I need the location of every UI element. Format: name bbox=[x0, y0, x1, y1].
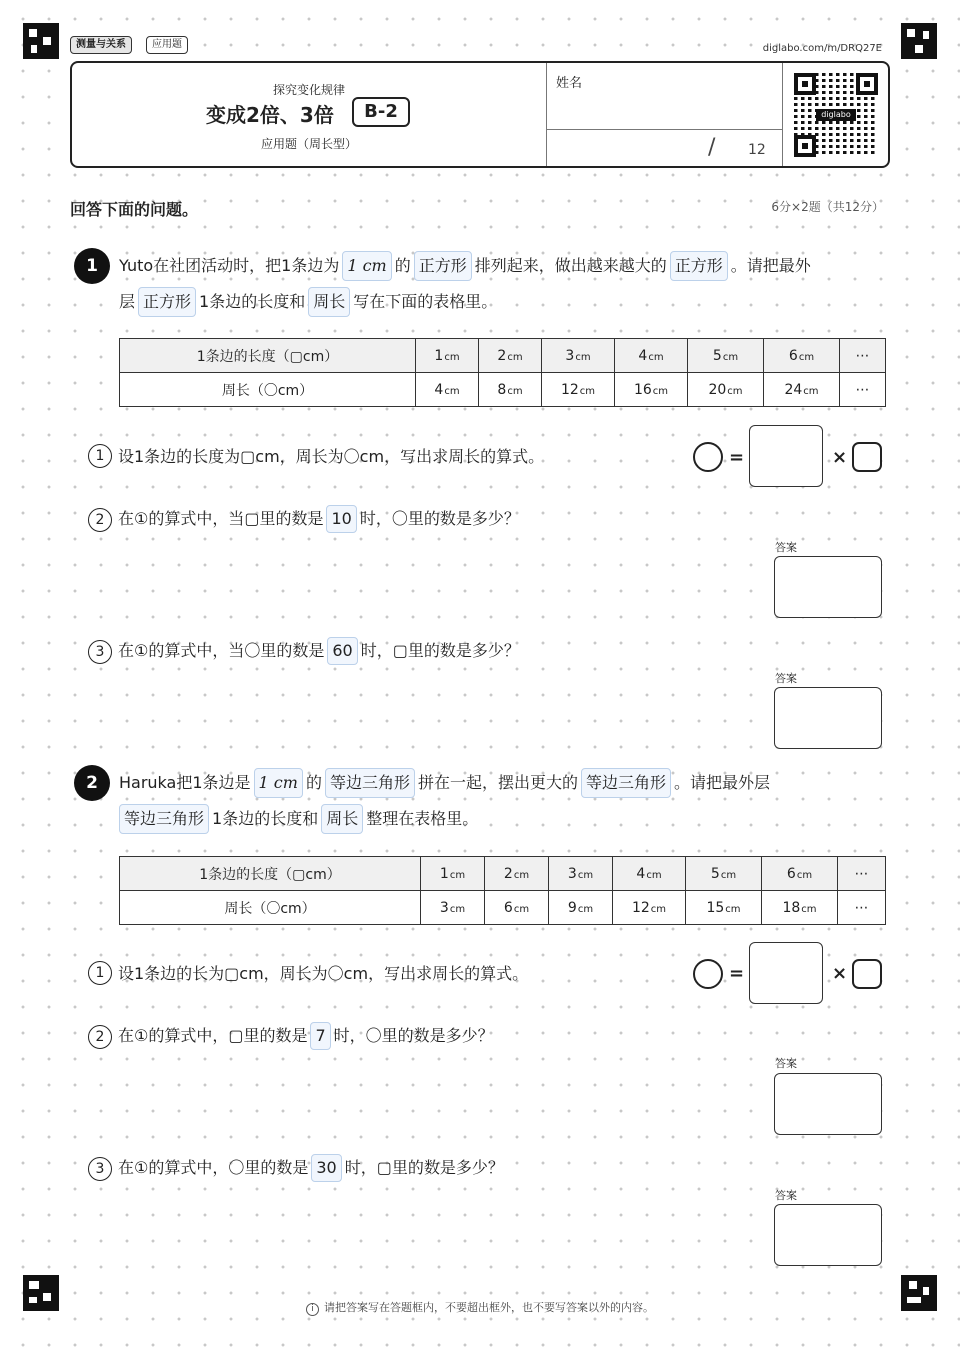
subquestion-1-1: 1 设1条边的长度为▢cm，周长为〇cm，写出求周长的算式。 bbox=[88, 444, 544, 468]
corner-marker-top-left bbox=[23, 23, 59, 59]
answer-box-2-3[interactable] bbox=[774, 1204, 882, 1266]
table-row-header: 1条边的长度（▢cm） bbox=[120, 857, 421, 891]
table-row-header: 周长（〇cm） bbox=[120, 891, 421, 925]
score-slash: / bbox=[708, 135, 716, 160]
formula-equals-1: = bbox=[729, 447, 745, 468]
corner-marker-top-right bbox=[901, 23, 937, 59]
formula-equals-2: = bbox=[729, 963, 745, 984]
table-row-header: 周长（〇cm） bbox=[120, 373, 416, 407]
instruction-heading: 回答下面的问题。 bbox=[70, 200, 199, 219]
category-tag-measurement: 测量与关系 bbox=[70, 36, 132, 54]
formula-circle-1 bbox=[693, 442, 723, 472]
table-row-header: 1条边的长度（▢cm） bbox=[120, 339, 416, 373]
points-info: 6分×2题（共12分） bbox=[771, 200, 884, 214]
answer-label: 答案 bbox=[775, 1189, 797, 1202]
data-table-2: 1条边的长度（▢cm） 1cm 2cm 3cm 4cm 5cm 6cm ⋯ 周长（〇cm） 3cm 6cm 9cm 12cm 15cm 18cm ⋯ bbox=[119, 856, 886, 925]
formula-square-2 bbox=[852, 959, 882, 989]
score-total: 12 bbox=[748, 142, 766, 158]
worksheet-header bbox=[70, 61, 890, 168]
subquestion-2-2: 2 在①的算式中，▢里的数是 7 时，〇里的数是多少？ bbox=[88, 1022, 494, 1050]
answer-label: 答案 bbox=[775, 1057, 797, 1070]
formula-answer-box-2[interactable] bbox=[749, 942, 823, 1004]
subquestion-2-3: 3 在①的算式中，〇里的数是 30 时，▢里的数是多少？ bbox=[88, 1154, 504, 1182]
question-1-text: Yuto在社团活动时，把1条边为 1 cm 的 正方形 排列起来，做出越来越大的 正方形 。请把最外 层 正方形 1条边的长度和 周长 写在下面的表格里。 bbox=[119, 248, 889, 320]
source-url: diglabo.com/m/DRQ27E bbox=[762, 43, 882, 54]
formula-circle-2 bbox=[693, 959, 723, 989]
answer-label: 答案 bbox=[775, 672, 797, 685]
page-title: 变成2倍、3倍 bbox=[206, 103, 334, 127]
answer-box-1-3[interactable] bbox=[774, 687, 882, 749]
formula-times-2: × bbox=[832, 963, 848, 984]
footer-note: i 请把答案写在答题框内，不要超出框外，也不要写答案以外的内容。 bbox=[0, 1299, 960, 1316]
subquestion-2-1: 1 设1条边的长为▢cm，周长为〇cm，写出求周长的算式。 bbox=[88, 961, 528, 985]
formula-answer-box-1[interactable] bbox=[749, 425, 823, 487]
question-2-text: Haruka把1条边是 1 cm 的 等边三角形 拼在一起，摆出更大的 等边三角形 。请把最外层 等边三角形 1条边的长度和 周长 整理在表格里。 bbox=[119, 765, 889, 837]
subquestion-1-3: 3 在①的算式中，当〇里的数是 60 时，▢里的数是多少？ bbox=[88, 637, 520, 665]
header-category: 探究变化规律 bbox=[272, 83, 345, 97]
answer-box-1-2[interactable] bbox=[774, 556, 882, 618]
qr-code bbox=[794, 73, 878, 157]
subquestion-1-2: 2 在①的算式中，当▢里的数是 10 时，〇里的数是多少？ bbox=[88, 505, 520, 533]
category-tag-application: 应用题 bbox=[146, 36, 188, 54]
name-field-label: 姓名 bbox=[556, 76, 583, 91]
info-icon: i bbox=[306, 1303, 319, 1316]
question-number-1: 1 bbox=[74, 248, 110, 284]
level-badge: B-2 bbox=[352, 97, 410, 127]
data-table-1: 1条边的长度（▢cm） 1cm 2cm 3cm 4cm 5cm 6cm ⋯ 周长（〇cm） 4cm 8cm 12cm 16cm 20cm 24cm ⋯ bbox=[119, 338, 886, 407]
formula-square-1 bbox=[852, 442, 882, 472]
question-number-2: 2 bbox=[74, 765, 110, 801]
answer-box-2-2[interactable] bbox=[774, 1073, 882, 1135]
formula-times-1: × bbox=[832, 447, 848, 468]
answer-label: 答案 bbox=[775, 541, 797, 554]
qr-logo: diglabo bbox=[816, 109, 856, 121]
header-subtitle: 应用题（周长型） bbox=[260, 137, 357, 151]
